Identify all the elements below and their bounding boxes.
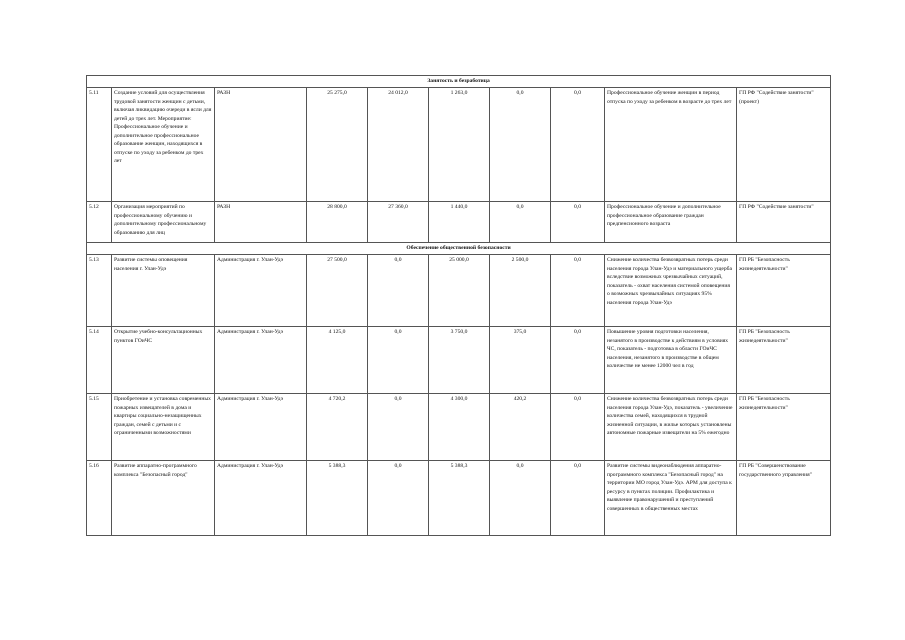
- executor-cell: РАЗН: [215, 88, 307, 202]
- executor-cell: Администрация г. Улан-Удэ: [215, 461, 307, 536]
- amount-cell: 375,0: [490, 327, 551, 394]
- section-title: Занятость и безработица: [87, 76, 831, 88]
- program-cell: ГП РБ "Безопасность жизнедеятельности": [737, 255, 831, 327]
- amount-cell: 0,0: [551, 461, 605, 536]
- executor-cell: Администрация г. Улан-Удэ: [215, 394, 307, 461]
- executor-cell: Администрация г. Улан-Удэ: [215, 255, 307, 327]
- amount-cell: 0,0: [490, 88, 551, 202]
- program-measures-table: [86, 75, 831, 536]
- total-cell: 25 275,0: [307, 88, 368, 202]
- total-cell: 28 800,0: [307, 202, 368, 243]
- amount-cell: 25 000,0: [429, 255, 490, 327]
- amount-cell: 0,0: [368, 394, 429, 461]
- table-row: [87, 394, 831, 461]
- measure-cell: Приобретение и установка современных пожарных извещателей в дома и квартиры социально-незащищенных граждан, семей с детьми и с ограниченными возможностями: [112, 394, 215, 461]
- row-number: 5.11: [87, 88, 112, 202]
- result-cell: Снижение количества безвозвратных потерь среди населения города Улан-Удэ, показатель - увеличение количества семей, находящихся в трудной жизненной ситуации, в жилье которых установлены автономные пожарные извещатели на 5% ежегодно: [605, 394, 737, 461]
- row-number: 5.13: [87, 255, 112, 327]
- amount-cell: 0,0: [551, 394, 605, 461]
- total-cell: 5 388,3: [307, 461, 368, 536]
- program-cell: ГП РФ "Содействие занятости": [737, 202, 831, 243]
- result-cell: Развитие системы видеонаблюдения аппаратно-программного комплекса "Безопасный город" на территории МО город Улан-Удэ. АРМ для доступа к ресурсу в пунктах полиции. Профилактика и выявление правонарушений и преступлений совершенных в общественных местах: [605, 461, 737, 536]
- amount-cell: 2 500,0: [490, 255, 551, 327]
- measure-cell: Организация мероприятий по профессиональному обучению и дополнительному профессиональному образованию для лиц: [112, 202, 215, 243]
- section-title: Обеспечение общественной безопасности: [87, 243, 831, 255]
- section-row-employment: [87, 76, 831, 88]
- total-cell: 4 720,2: [307, 394, 368, 461]
- section-row-safety: [87, 243, 831, 255]
- amount-cell: 0,0: [490, 461, 551, 536]
- amount-cell: 0,0: [368, 461, 429, 536]
- measure-cell: Развитие аппаратно-программного комплекса "Безопасный город": [112, 461, 215, 536]
- measure-cell: Развитие системы оповещения населения г. Улан-Удэ: [112, 255, 215, 327]
- row-number: 5.12: [87, 202, 112, 243]
- measure-cell: Создание условий для осуществления трудовой занятости женщин с детьми, включая ликвидацию очереди в ясли для детей до трех лет. Мероприятие: Профессиональное обучение и дополнительное профессиональное образование женщин, находящихся в отпуске по уходу за ребенком до трех лет: [112, 88, 215, 202]
- amount-cell: 4 300,0: [429, 394, 490, 461]
- amount-cell: 1 263,0: [429, 88, 490, 202]
- amount-cell: 5 388,3: [429, 461, 490, 536]
- table-row: [87, 327, 831, 394]
- amount-cell: 24 012,0: [368, 88, 429, 202]
- amount-cell: 0,0: [368, 255, 429, 327]
- row-number: 5.16: [87, 461, 112, 536]
- table-row: [87, 255, 831, 327]
- amount-cell: 420,2: [490, 394, 551, 461]
- table-row: [87, 202, 831, 243]
- amount-cell: 0,0: [551, 202, 605, 243]
- amount-cell: 0,0: [368, 327, 429, 394]
- table-row: [87, 88, 831, 202]
- measure-cell: Открытие учебно-консультационных пунктов ГОиЧС: [112, 327, 215, 394]
- amount-cell: 0,0: [551, 88, 605, 202]
- executor-cell: РАЗН: [215, 202, 307, 243]
- amount-cell: 0,0: [551, 255, 605, 327]
- row-number: 5.14: [87, 327, 112, 394]
- result-cell: Профессиональное обучение женщин в период отпуска по уходу за ребенком в возрасте до трех лет: [605, 88, 737, 202]
- result-cell: Снижение количества безвозвратных потерь среди населения города Улан-Удэ и материального ущерба вследствие возможных чрезвычайных ситуаций, показатель - охват населения системой оповещения о возможных чрезвычайных ситуациях 95% населения города Улан-Удэ: [605, 255, 737, 327]
- program-cell: ГП РБ "Безопасность жизнедеятельности": [737, 394, 831, 461]
- amount-cell: 27 360,0: [368, 202, 429, 243]
- result-cell: Повышение уровня подготовки населения, незанятого в производстве к действиям в условиях ЧС, показатель - подготовка в области ГОиЧС населения, незанятого в производстве в общем количестве не менее 12000 чел в год: [605, 327, 737, 394]
- table-row: [87, 461, 831, 536]
- amount-cell: 1 440,0: [429, 202, 490, 243]
- executor-cell: Администрация г. Улан-Удэ: [215, 327, 307, 394]
- program-cell: ГП РФ "Содействие занятости" (проект): [737, 88, 831, 202]
- result-cell: Профессиональное обучение и дополнительное профессиональное образование граждан предпенсионного возраста: [605, 202, 737, 243]
- row-number: 5.15: [87, 394, 112, 461]
- total-cell: 4 125,0: [307, 327, 368, 394]
- amount-cell: 3 750,0: [429, 327, 490, 394]
- amount-cell: 0,0: [551, 327, 605, 394]
- program-cell: ГП РБ "Совершенствование государственного управления": [737, 461, 831, 536]
- amount-cell: 0,0: [490, 202, 551, 243]
- total-cell: 27 500,0: [307, 255, 368, 327]
- program-cell: ГП РБ "Безопасность жизнедеятельности": [737, 327, 831, 394]
